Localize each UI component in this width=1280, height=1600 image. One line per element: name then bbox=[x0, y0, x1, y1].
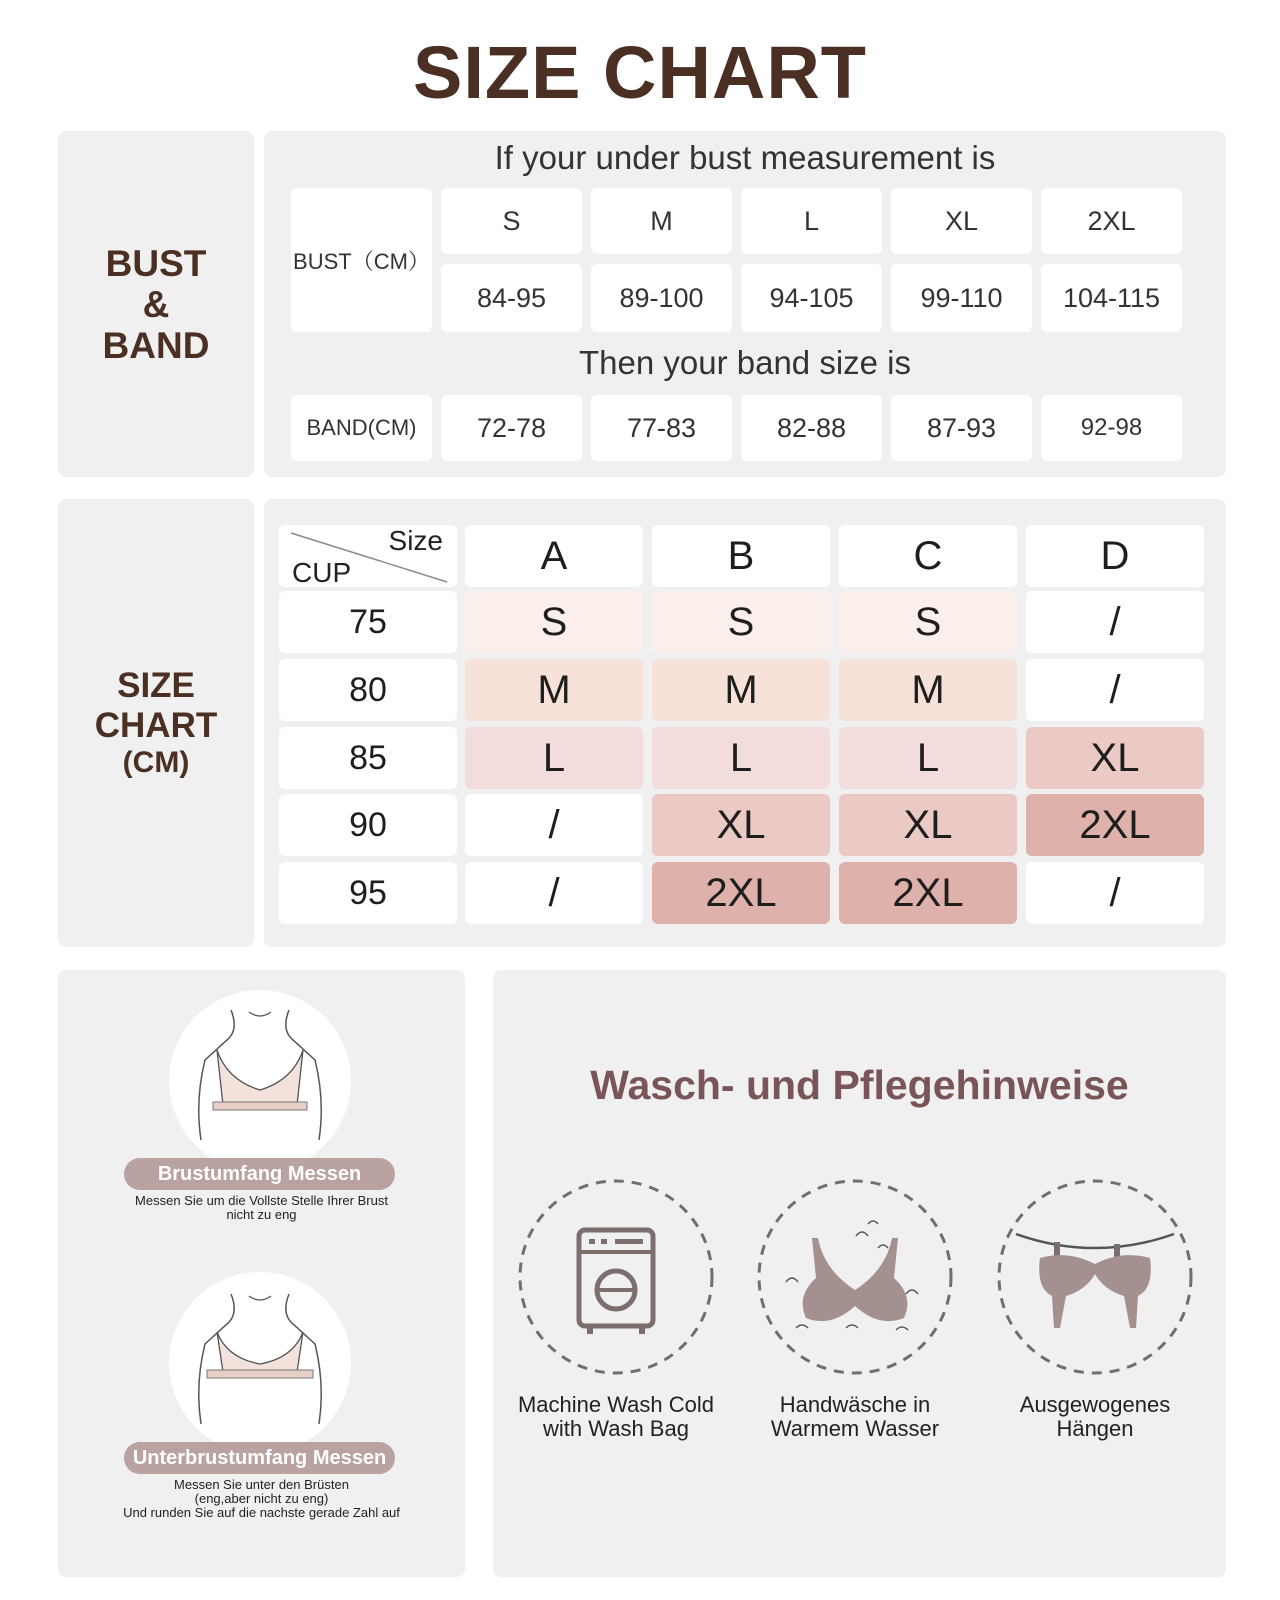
band-range-cell: 87-93 bbox=[891, 395, 1032, 461]
cup-header-cell: A bbox=[465, 525, 643, 587]
hanging-bra-icon bbox=[996, 1178, 1194, 1376]
size-result-cell: / bbox=[465, 794, 643, 856]
underbust-measure-icon bbox=[169, 1272, 351, 1454]
bust-band-label-line: & bbox=[142, 283, 170, 325]
size-header-cell: 2XL bbox=[1041, 188, 1182, 254]
bust-measure-badge: Brustumfang Messen bbox=[124, 1158, 395, 1190]
underbust-illustration bbox=[169, 1272, 351, 1454]
underbust-note-line: Und runden Sie auf die nachste gerade Zahl auf bbox=[123, 1505, 400, 1520]
size-result-cell: 2XL bbox=[1026, 794, 1204, 856]
underbust-measure-badge: Unterbrustumfang Messen bbox=[124, 1442, 395, 1474]
care-line: Machine Wash Cold bbox=[517, 1392, 715, 1417]
bust-range-cell: 94-105 bbox=[741, 264, 882, 332]
size-result-cell: M bbox=[465, 659, 643, 721]
size-result-cell: L bbox=[839, 727, 1017, 789]
corner-size-label: Size bbox=[388, 525, 443, 556]
band-row-label: BAND(CM) bbox=[291, 395, 432, 461]
care-line: Handwäsche in bbox=[779, 1392, 931, 1417]
band-header-cell: 85 bbox=[279, 727, 457, 789]
size-header-cell: M bbox=[591, 188, 732, 254]
size-result-cell: / bbox=[465, 862, 643, 924]
size-result-cell: / bbox=[1026, 862, 1204, 924]
size-result-cell: M bbox=[839, 659, 1017, 721]
band-range-cell: 92-98 bbox=[1041, 395, 1182, 461]
bust-range-cell: 99-110 bbox=[891, 264, 1032, 332]
size-header-cell: L bbox=[741, 188, 882, 254]
size-result-cell: XL bbox=[839, 794, 1017, 856]
bust-range-cell: 84-95 bbox=[441, 264, 582, 332]
bust-illustration bbox=[169, 990, 351, 1172]
size-grid-panel bbox=[264, 499, 1226, 947]
care-line: Hängen bbox=[1056, 1416, 1134, 1441]
under-bust-caption: If your under bust measurement is bbox=[494, 139, 996, 176]
size-chart-label-line: (CM) bbox=[122, 746, 190, 779]
band-caption: Then your band size is bbox=[578, 344, 911, 381]
band-range-cell: 82-88 bbox=[741, 395, 882, 461]
underbust-measure-note bbox=[58, 1478, 465, 1520]
care-text-hand-wash bbox=[735, 1393, 975, 1441]
underbust-note-line: (eng,aber nicht zu eng) bbox=[194, 1491, 329, 1506]
bust-range-cell: 104-115 bbox=[1041, 264, 1182, 332]
bust-note-line: Messen Sie um die Vollste Stelle Ihrer Brust bbox=[135, 1193, 388, 1208]
size-result-cell: / bbox=[1026, 591, 1204, 653]
size-result-cell: 2XL bbox=[652, 862, 830, 924]
care-line: Warmem Wasser bbox=[770, 1416, 940, 1441]
size-result-cell: / bbox=[1026, 659, 1204, 721]
size-result-cell: M bbox=[652, 659, 830, 721]
size-chart-label-line: CHART bbox=[94, 706, 218, 745]
band-header-cell: 90 bbox=[279, 794, 457, 856]
size-chart-label-line: SIZE bbox=[117, 666, 195, 705]
bust-range-cell: 89-100 bbox=[591, 264, 732, 332]
band-range-cell: 72-78 bbox=[441, 395, 582, 461]
size-header-cell: XL bbox=[891, 188, 1032, 254]
care-text-machine-wash bbox=[496, 1393, 736, 1441]
care-line: Ausgewogenes bbox=[1019, 1392, 1171, 1417]
page-title: SIZE CHART bbox=[413, 31, 867, 114]
size-result-cell: XL bbox=[1026, 727, 1204, 789]
bust-measure-note bbox=[58, 1194, 465, 1222]
care-title: Wasch- und Pflegehinweise bbox=[590, 1062, 1129, 1108]
cup-header-cell: C bbox=[839, 525, 1017, 587]
size-result-cell: S bbox=[652, 591, 830, 653]
bust-band-table-panel bbox=[264, 131, 1226, 477]
size-result-cell: 2XL bbox=[839, 862, 1017, 924]
band-header-cell: 75 bbox=[279, 591, 457, 653]
size-result-cell: L bbox=[652, 727, 830, 789]
cup-header-cell: D bbox=[1026, 525, 1204, 587]
care-text-hanging bbox=[975, 1393, 1215, 1441]
bust-band-label-line: BUST bbox=[105, 242, 207, 284]
bust-measure-icon bbox=[169, 990, 351, 1172]
bust-band-label-panel bbox=[58, 131, 254, 477]
size-header-cell: S bbox=[441, 188, 582, 254]
size-chart-label-panel bbox=[58, 499, 254, 947]
bust-row-label: BUST（CM） bbox=[291, 188, 432, 332]
band-header-cell: 80 bbox=[279, 659, 457, 721]
washing-machine-icon bbox=[517, 1178, 715, 1376]
bust-band-label-line: BAND bbox=[102, 324, 210, 366]
measure-guide-panel bbox=[58, 970, 465, 1577]
care-panel bbox=[493, 970, 1226, 1577]
corner-cup-label: CUP bbox=[292, 557, 352, 587]
band-range-cell: 77-83 bbox=[591, 395, 732, 461]
size-result-cell: S bbox=[839, 591, 1017, 653]
size-result-cell: XL bbox=[652, 794, 830, 856]
band-header-cell: 95 bbox=[279, 862, 457, 924]
hand-wash-bra-icon bbox=[756, 1178, 954, 1376]
care-line: with Wash Bag bbox=[543, 1416, 689, 1441]
grid-corner-cell bbox=[279, 525, 457, 587]
size-result-cell: L bbox=[465, 727, 643, 789]
bust-note-line: nicht zu eng bbox=[226, 1207, 297, 1222]
underbust-note-line: Messen Sie unter den Brüsten bbox=[174, 1477, 349, 1492]
size-result-cell: S bbox=[465, 591, 643, 653]
cup-header-cell: B bbox=[652, 525, 830, 587]
